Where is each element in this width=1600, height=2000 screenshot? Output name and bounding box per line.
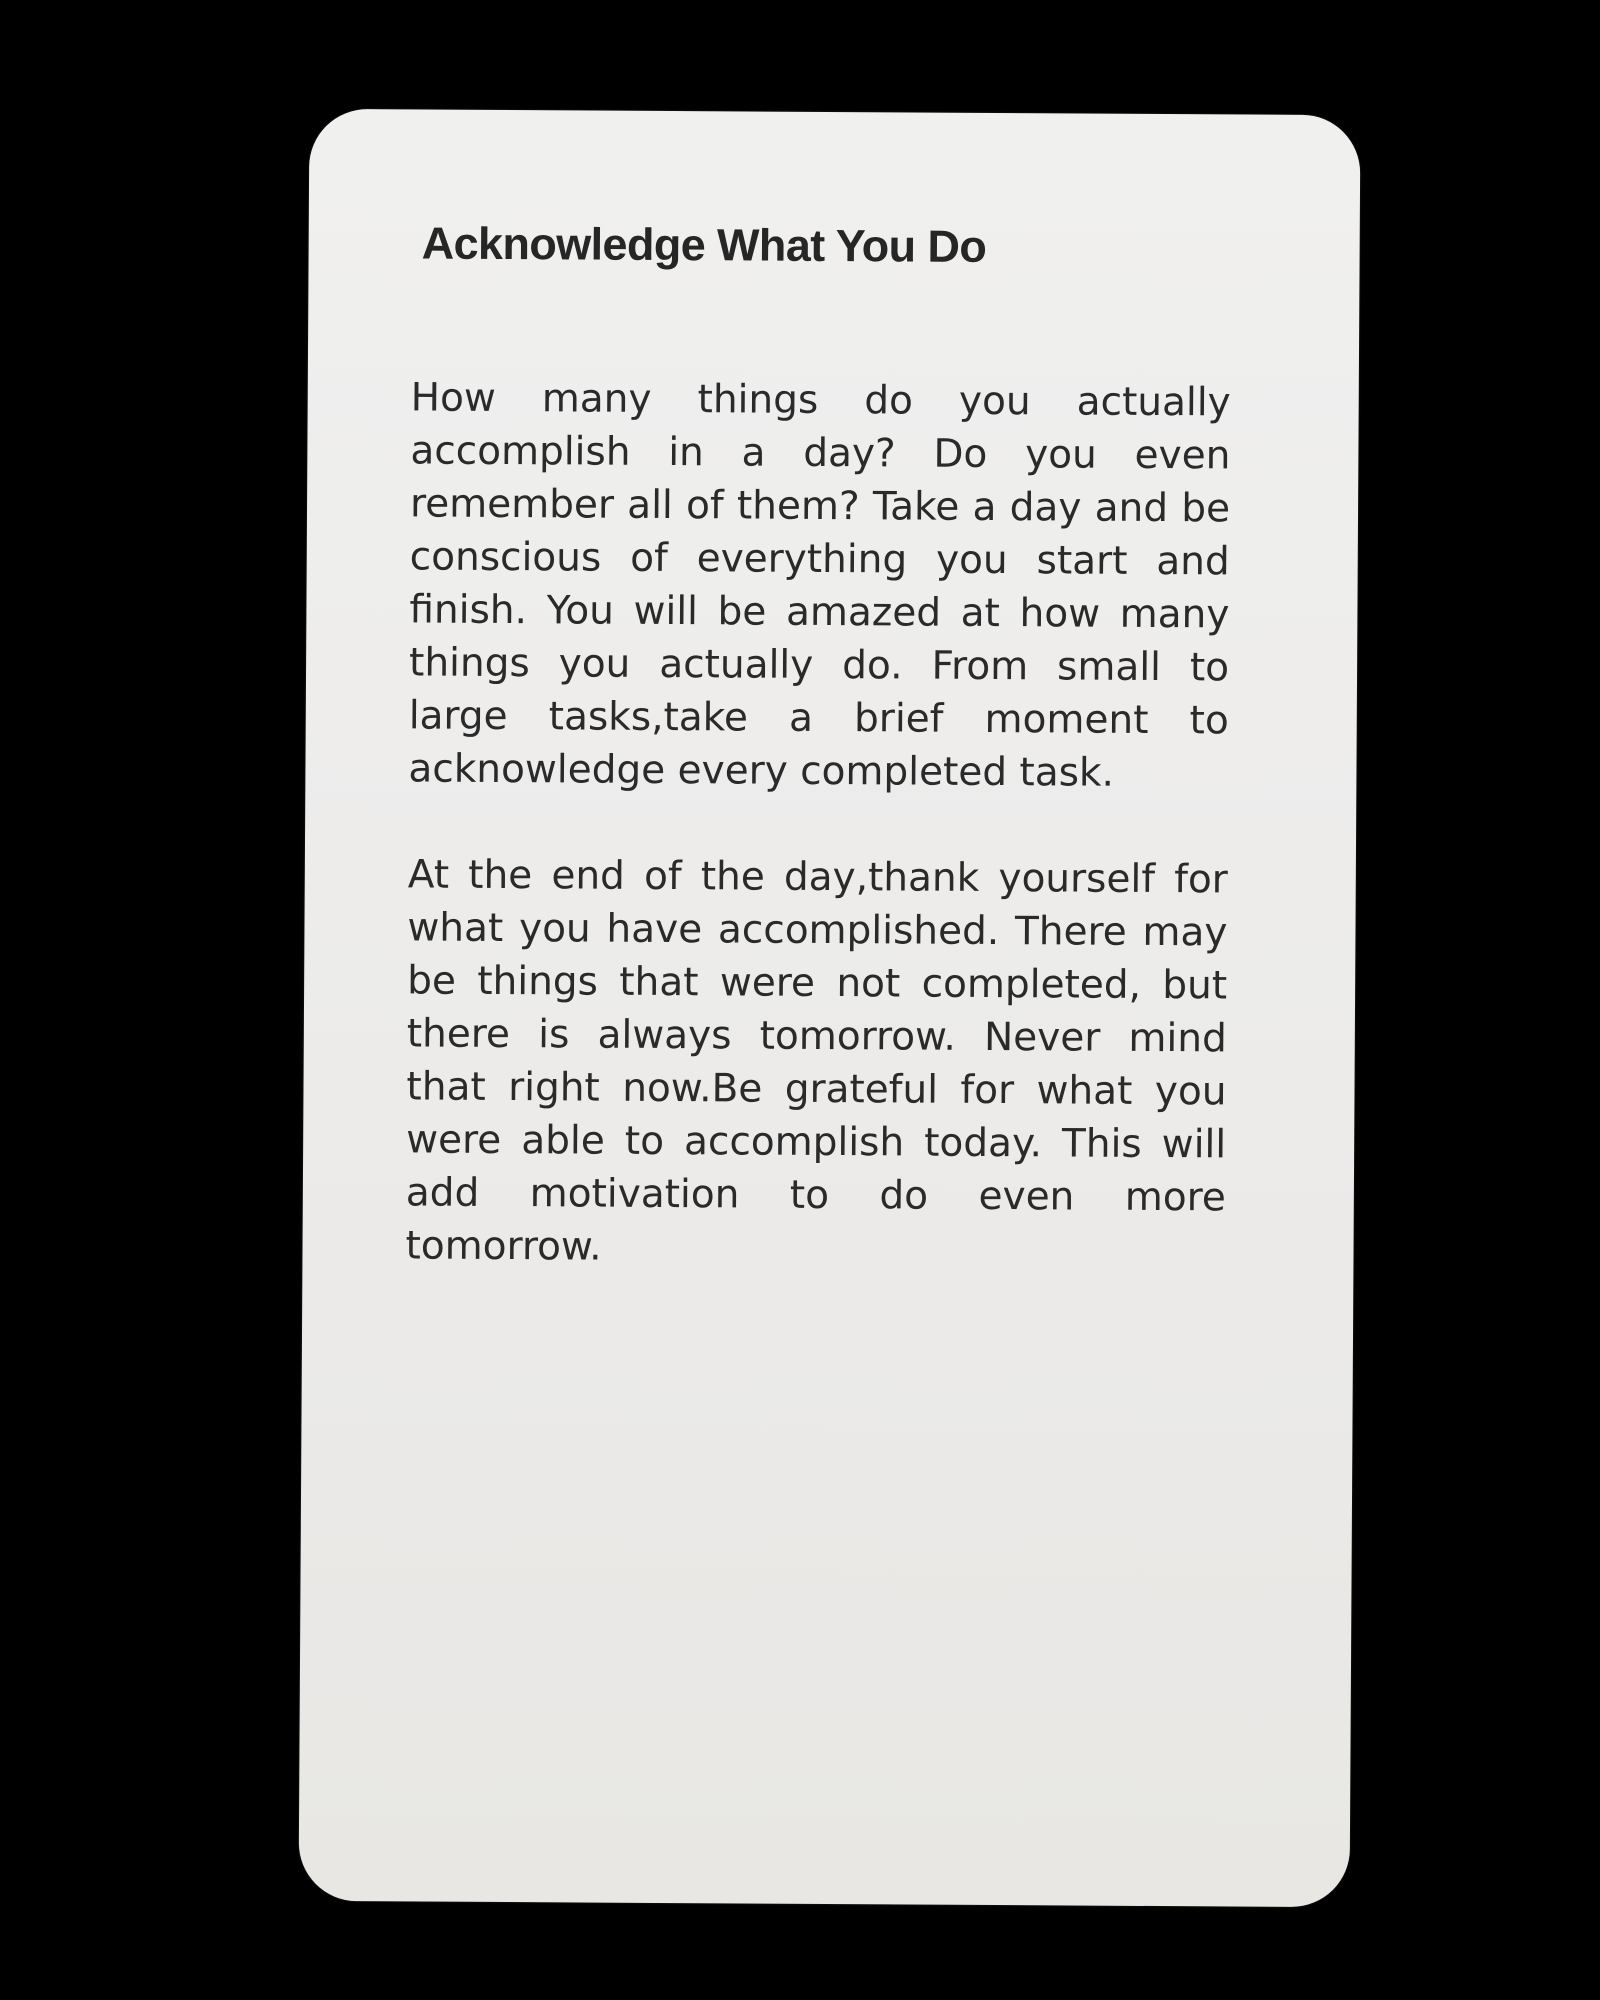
paragraph-2: At the end of the day,thank yourself for what you have accomplished. There may be things that were not completed, but there is always tomorrow. Never mind that right now.Be grateful for what you were able to accomplish today. This will add motivation to do even more tomorrow. xyxy=(405,852,1228,1270)
card-title: Acknowledge What You Do xyxy=(421,217,987,272)
affirmation-card xyxy=(299,109,1361,1907)
card-body xyxy=(405,371,1231,1330)
paragraph-1: How many things do you actually accomplish in a day? Do you even remember all of them? Take a day and be conscious of everything you start and finish. You will be amazed at how many things you actually do. From small to large tasks,take a brief moment to acknowledge every completed task. xyxy=(408,375,1231,796)
